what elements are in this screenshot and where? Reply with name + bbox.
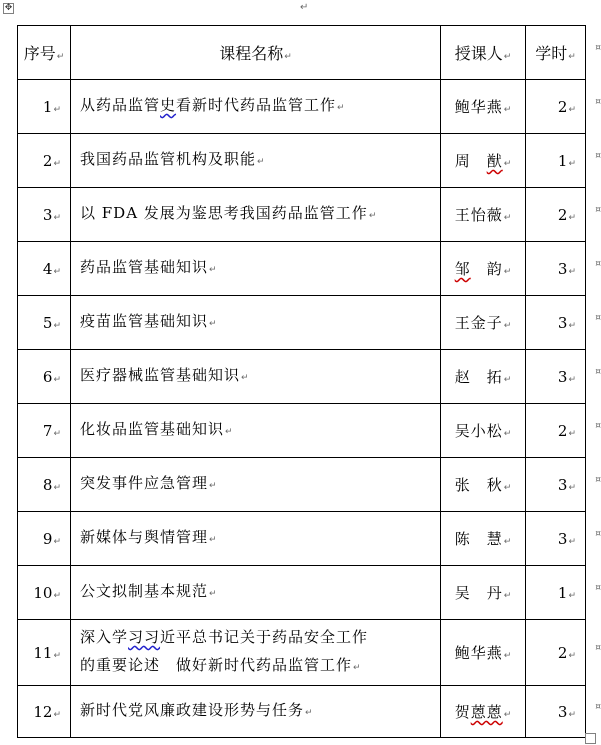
table-row <box>18 242 586 296</box>
paragraph-mark-icon: ↵ <box>300 2 309 13</box>
course-name: 突发事件应急管理↵ <box>71 458 441 512</box>
course-hours: 3↵ ¤ <box>526 242 586 296</box>
course-hours: 1↵ ¤ <box>526 566 586 620</box>
course-table <box>17 25 601 738</box>
header-teacher: 授课人↵ <box>441 26 526 80</box>
course-hours: 2↵ ¤ <box>526 188 586 242</box>
course-hours: 2↵ ¤ <box>526 80 586 134</box>
teacher-name: 吴 丹↵ <box>441 566 526 620</box>
row-no: 9↵ <box>18 512 71 566</box>
header-course-name: 课程名称↵ <box>71 26 441 80</box>
course-hours: 2↵ ¤ <box>526 620 586 686</box>
teacher-name: 周 猷↵ <box>441 134 526 188</box>
table-row <box>18 404 586 458</box>
teacher-name: 吴小松↵ <box>441 404 526 458</box>
course-name: 新媒体与舆情管理↵ <box>71 512 441 566</box>
row-no: 6↵ <box>18 350 71 404</box>
teacher-name: 王金子↵ <box>441 296 526 350</box>
course-name: 药品监管基础知识↵ <box>71 242 441 296</box>
row-no: 5↵ <box>18 296 71 350</box>
course-name: 深入学习习近平总书记关于药品安全工作 的重要论述 做好新时代药品监管工作↵ <box>71 620 441 686</box>
row-no: 11↵ <box>18 620 71 686</box>
table-move-handle-icon[interactable]: ✥ <box>4 3 13 13</box>
row-no: 3↵ <box>18 188 71 242</box>
course-hours: 3↵ ¤ <box>526 296 586 350</box>
course-hours: 3↵ ¤ <box>526 686 586 738</box>
course-name: 从药品监管史看新时代药品监管工作↵ <box>71 80 441 134</box>
row-no: 8↵ <box>18 458 71 512</box>
course-hours: 3↵ ¤ <box>526 350 586 404</box>
table-row <box>18 512 586 566</box>
table-resize-handle[interactable] <box>585 733 596 744</box>
table-row <box>18 566 586 620</box>
teacher-name: 赵 拓↵ <box>441 350 526 404</box>
table-row <box>18 188 586 242</box>
table-row <box>18 686 586 738</box>
table-row <box>18 458 586 512</box>
table-row <box>18 350 586 404</box>
row-no: 1↵ <box>18 80 71 134</box>
course-hours: 2↵ ¤ <box>526 404 586 458</box>
course-hours: 1↵ ¤ <box>526 134 586 188</box>
teacher-name: 陈 慧↵ <box>441 512 526 566</box>
course-name: 以 FDA 发展为鉴思考我国药品监管工作↵ <box>71 188 441 242</box>
table-row <box>18 80 586 134</box>
course-name: 新时代党风廉政建设形势与任务↵ <box>71 686 441 738</box>
header-no: 序号↵ <box>18 26 71 80</box>
table-header-row <box>18 26 586 80</box>
row-no: 2↵ <box>18 134 71 188</box>
teacher-name: 邹 韵↵ <box>441 242 526 296</box>
table-row <box>18 296 586 350</box>
teacher-name: 鲍华燕↵ <box>441 80 526 134</box>
table-row <box>18 620 586 686</box>
row-no: 4↵ <box>18 242 71 296</box>
row-no: 12↵ <box>18 686 71 738</box>
teacher-name: 贺蒽蒽↵ <box>441 686 526 738</box>
course-name: 疫苗监管基础知识↵ <box>71 296 441 350</box>
course-name: 医疗器械监管基础知识↵ <box>71 350 441 404</box>
course-name: 化妆品监管基础知识↵ <box>71 404 441 458</box>
course-hours: 3↵ ¤ <box>526 512 586 566</box>
row-no: 7↵ <box>18 404 71 458</box>
header-hours: 学时↵ ¤ <box>526 26 586 80</box>
course-name: 我国药品监管机构及职能↵ <box>71 134 441 188</box>
table-row <box>18 134 586 188</box>
course-hours: 3↵ ¤ <box>526 458 586 512</box>
teacher-name: 王怡薇↵ <box>441 188 526 242</box>
course-name: 公文拟制基本规范↵ <box>71 566 441 620</box>
row-no: 10↵ <box>18 566 71 620</box>
teacher-name: 张 秋↵ <box>441 458 526 512</box>
teacher-name: 鲍华燕↵ <box>441 620 526 686</box>
